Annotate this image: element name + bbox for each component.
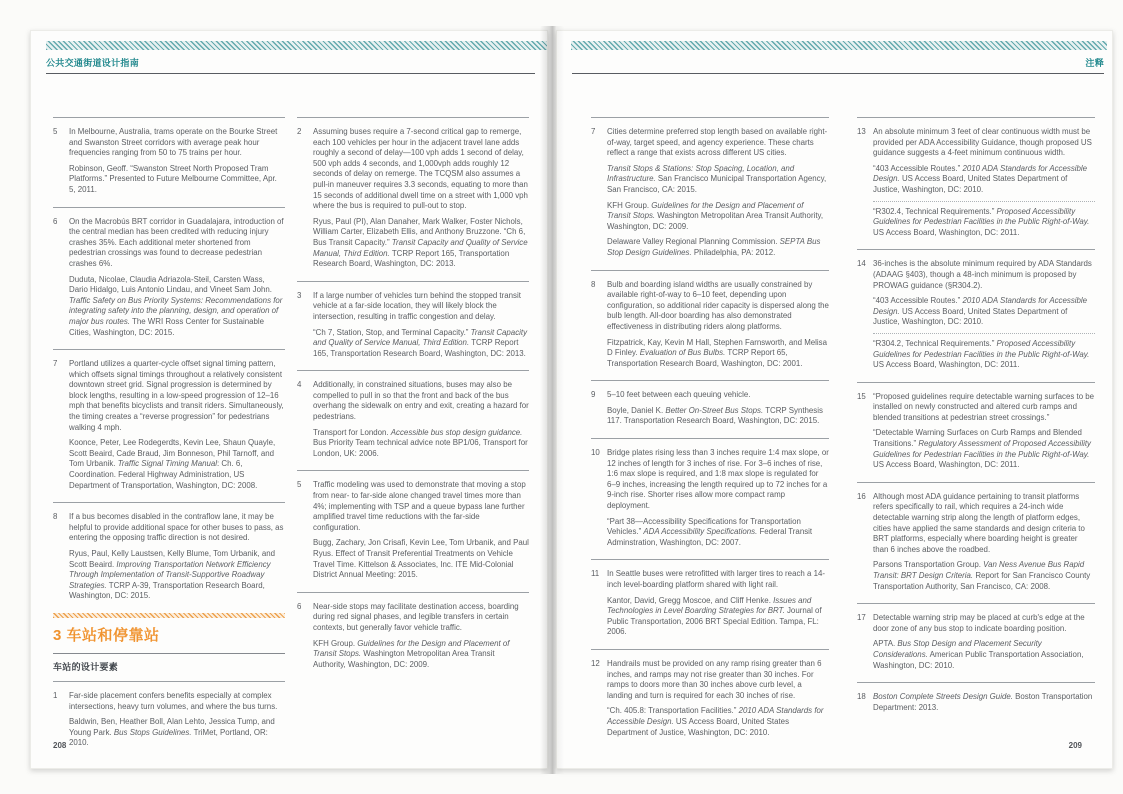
note-item xyxy=(857,127,1095,238)
citation-text: Duduta, Nicolae, Claudia Adriazola-Steil, Carsten Wass, Dario Hidalgo, Luis Antonio Lindau, and Vineet Sam John. Traffic Safety on Bus Priority Systems: Recommendations for integrating safety into the planning, design, and operation of major bus routes. The WRI Ross Center for Sustainable Cities, Washington, DC: 2015. xyxy=(69,274,283,337)
note-divider xyxy=(297,370,529,371)
note-text: Near-side stops may facilitate destination access, boarding during red signal phases, and legible transfers in certain contexts, but generally favor vehicle traffic. xyxy=(313,601,519,632)
note-number: 7 xyxy=(591,127,596,136)
note-item xyxy=(297,380,529,459)
note-text: Assuming buses require a 7-second critical gap to remerge, each 100 vehicles per hour in the adjacent travel lane adds roughly a second of delay—100 vph adds 1 second of delay, 500 vph adds 4 seconds, and 1,000vph adds roughly 12 seconds of delay on remerge. The TCQSM also assumes a pull-in maneuver requires 3.3 seconds, equating to more than 15 seconds of additional dwell time on a street with 1,000 vph where the bus is required to pull-out to stop. xyxy=(313,127,528,211)
note-item xyxy=(53,217,285,339)
note-text: Traffic modeling was used to demonstrate that moving a stop from near- to far-side alone changed travel times more than 4%; implementing with TSP and a queue bypass lane further amplified travel time reductions with the far-side configuration. xyxy=(313,480,526,532)
note-divider xyxy=(297,592,529,593)
note-text: On the Macrobús BRT corridor in Guadalajara, introduction of the central median has been credited with reducing injury crashes 35%. Each additional meter shortened from pedestrian crossings was found to decrease pedestrian crashes 6%. xyxy=(69,216,284,268)
citation-text: “Ch 7, Station, Stop, and Terminal Capacity.” Transit Capacity and Quality of Service Manual, Third Edition. TCRP Report 165, Transportation Research Board, Washington, DC: 2013. xyxy=(313,327,528,358)
citation-text: Boyle, Daniel K. Better On-Street Bus Stops. TCRP Synthesis 117. Transportation Research Board, Washington, DC: 2015. xyxy=(607,405,823,426)
left-page-header xyxy=(46,50,535,74)
note-divider xyxy=(297,281,529,282)
note-text: Boston Complete Streets Design Guide. Boston Transportation Department: 2013. xyxy=(873,692,1093,712)
note-text: Handrails must be provided on any ramp rising greater than 6 inches, and ramps may not rise greater than 30 inches. For ramps to doors more than 30 inches above curb level, a landing and turn is required for each 30 inches of rise. xyxy=(607,658,822,700)
right-page xyxy=(556,30,1113,769)
citation-text: “R302.4, Technical Requirements.” Proposed Accessibility Guidelines for Pedestrian Facilities in the Public Right-of-Way. US Access Board, Washington, DC: 2011. xyxy=(873,201,1095,239)
citation-text: Ryus, Paul (PI), Alan Danaher, Mark Walker, Foster Nichols, William Carter, Elizabeth Ellis, and Anthony Bruzzone. “Ch 6, Bus Transit Capacity.” Transit Capacity and Quality of Service Manual, Third Edition. TCRP Report 165, Transportation Research Board, Washington, DC: 2013. xyxy=(313,216,528,269)
note-body xyxy=(607,659,829,738)
citation-text: KFH Group. Guidelines for the Design and Placement of Transit Stops. Washington Metropolitan Area Transit Authority, Washington, DC: 2009. xyxy=(607,200,824,231)
note-body xyxy=(69,691,285,749)
citation-text: Transit Stops & Stations: Stop Spacing, Location, and Infrastructure. San Francisco Municipal Transportation Agency, San Francisco, CA: 2015. xyxy=(607,163,827,194)
citation-text: “Ch. 405.8: Transportation Facilities.” 2010 ADA Standards for Accessible Design. US Access Board, United States Department of Justice, Washington, DC: 2010. xyxy=(607,706,824,737)
citation-text: Robinson, Geoff. “Swanston Street North Proposed Tram Platforms.” Presented to Future Melbourne Committee, Apr. 5, 2011. xyxy=(69,163,277,194)
note-number: 14 xyxy=(857,259,866,269)
note-item xyxy=(53,127,285,196)
note-text: Although most ADA guidance pertaining to transit platforms refers specifically to rail, which requires a 24-inch wide detectable warning strip along the length of platform edges, cities have applied the same standards and design criteria to BRT platforms, especially where boarding height is greater than 6 inches above the roadbed. xyxy=(873,491,1085,554)
chapter-title: 注释 xyxy=(1085,58,1104,68)
note-item xyxy=(591,390,829,427)
citation-text: “Detectable Warning Surfaces on Curb Ramps and Blended Transitions.” Regulatory Assessment of Proposed Accessibility Guidelines for Pedestrian Facilities in the Public Right-of-Way. US Access Board, Washington, DC: 2011. xyxy=(873,428,1091,470)
note-number: 4 xyxy=(297,380,302,390)
note-text: Far-side placement confers benefits especially at complex intersections, heavy turn volumes, and where the bus turns. xyxy=(69,690,278,711)
page-number-right: 209 xyxy=(1068,741,1082,750)
note-divider xyxy=(53,681,285,682)
note-body xyxy=(69,127,285,196)
section-subheading: 车站的设计要素 xyxy=(53,661,119,672)
note-item xyxy=(591,127,829,259)
note-divider xyxy=(53,502,285,503)
note-body xyxy=(69,512,285,602)
note-number: 1 xyxy=(53,690,58,700)
note-number: 9 xyxy=(591,390,596,400)
citation-text: Delaware Valley Regional Planning Commission. SEPTA Bus Stop Design Guidelines. Philadelphia, PA: 2012. xyxy=(607,237,821,257)
note-body xyxy=(313,291,529,360)
note-text: Bulb and boarding island widths are usually constrained by available right-of-way to 6–10 feet, depending upon configuration, so additional rider capacity is dispersed along the bulb length. All-door boarding has also demonstrated effectiveness in distributing riders along platforms. xyxy=(607,279,829,331)
page-number-left: 208 xyxy=(53,741,67,750)
note-number: 11 xyxy=(591,569,600,579)
note-item xyxy=(53,691,285,749)
note-item xyxy=(591,659,829,738)
note-divider xyxy=(591,649,829,650)
note-body xyxy=(313,602,529,671)
note-text: Detectable warning strip may be placed at curb's edge at the door zone of any bus stop to indicate boarding position. xyxy=(873,613,1085,633)
note-divider xyxy=(591,117,829,118)
note-number: 16 xyxy=(857,491,866,501)
note-number: 8 xyxy=(53,512,58,522)
note-item xyxy=(857,259,1095,370)
note-divider xyxy=(53,349,285,350)
notes-column-1 xyxy=(53,117,285,760)
note-number: 10 xyxy=(591,448,600,458)
note-text: If a large number of vehicles turn behind the stopped transit vehicle at a far-side location, they will likely block the intersection, resulting in traffic congestion and delay. xyxy=(313,290,521,321)
note-body xyxy=(873,492,1095,592)
citation-text: “Part 38—Accessibility Specifications for Transportation Vehicles.” ADA Accessibility Specifications. Federal Transit Adminstration, Washington, DC: 2007. xyxy=(607,516,813,547)
note-body xyxy=(607,448,829,548)
note-item xyxy=(53,512,285,602)
note-divider xyxy=(857,382,1095,383)
citation-text: “R304.2, Technical Requirements.” Proposed Accessibility Guidelines for Pedestrian Facilities in the Public Right-of-Way. US Access Board, Washington, DC: 2011. xyxy=(873,333,1095,371)
note-number: 5 xyxy=(53,127,58,136)
note-number: 13 xyxy=(857,127,866,136)
note-number: 5 xyxy=(297,480,302,490)
citation-text: Baldwin, Ben, Heather Boll, Alan Lehto, Jessica Tump, and Young Park. Bus Stops Guidelines. TriMet, Portland, OR: 2010. xyxy=(69,717,275,748)
note-divider xyxy=(53,207,285,208)
note-body xyxy=(69,359,285,491)
note-body xyxy=(873,127,1095,238)
note-number: 7 xyxy=(53,359,58,369)
note-item xyxy=(857,613,1095,671)
note-body xyxy=(873,392,1095,471)
note-number: 17 xyxy=(857,613,866,623)
note-body xyxy=(607,127,829,259)
note-divider xyxy=(591,559,829,560)
right-page-header xyxy=(572,50,1104,74)
note-text: 5–10 feet between each queuing vehicle. xyxy=(607,390,751,400)
note-divider xyxy=(857,249,1095,250)
note-divider xyxy=(857,482,1095,483)
note-number: 2 xyxy=(297,127,302,136)
note-text: If a bus becomes disabled in the contraflow lane, it may be helpful to provide additional space for other buses to pass, as entering the opposing traffic direction is not desired. xyxy=(69,512,284,543)
note-number: 12 xyxy=(591,658,600,668)
section-heading: 3 车站和停靠站 xyxy=(53,626,160,644)
note-divider xyxy=(591,380,829,381)
note-body xyxy=(313,127,529,270)
note-body xyxy=(69,217,285,339)
note-number: 6 xyxy=(53,216,58,226)
note-divider xyxy=(857,117,1095,118)
note-text: An absolute minimum 3 feet of clear continuous width must be provided per ADA Accessibility Guidance, though proposed US guidance suggests a 4-feet minimum continuous width. xyxy=(873,127,1092,158)
note-item xyxy=(591,569,829,638)
note-text: “Proposed guidelines require detectable warning surfaces to be installed on newly constructed and altered curb ramps and blended transitions at pedestrian street crossings.” xyxy=(873,391,1095,422)
note-item xyxy=(591,280,829,370)
note-body xyxy=(873,613,1095,671)
note-number: 3 xyxy=(297,290,302,300)
citation-text: KFH Group. Guidelines for the Design and Placement of Transit Stops. Washington Metropolitan Area Transit Authority, Washington, DC: 2009. xyxy=(313,638,510,669)
citation-text: Bugg, Zachary, Jon Crisafi, Kevin Lee, Tom Urbanik, and Paul Ryus. Effect of Transit Preferential Treatments on Vehicle Travel Time. Kittelson & Associates, Inc. ITE Mid-Colonial District Annual Meeting: 2015. xyxy=(313,538,529,580)
notes-column-2 xyxy=(297,117,529,760)
citation-text: Koonce, Peter, Lee Rodegerdts, Kevin Lee, Shaun Quayle, Scott Beaird, Cade Braud, Jim Bonneson, Phil Tarnoff, and Tom Urbanik. Traffic Signal Timing Manual: Ch. 6, Coordination. Federal Highway Administration, US Department of Transportation, Washington, DC: 2008. xyxy=(69,438,276,490)
citation-text: Kantor, David, Gregg Moscoe, and Cliff Henke. Issues and Technologies in Level Boarding Strategies for BRT. Journal of Public Transportation, 2006 BRT Special Edition. Tampa, FL: 2006. xyxy=(607,595,822,637)
note-text: Cities determine preferred stop length based on available right-of-way, target speed, and agency experience. These charts reflect a range that exists across different US cities. xyxy=(607,127,828,158)
note-divider xyxy=(297,117,529,118)
book-title: 公共交通街道设计指南 xyxy=(46,58,140,68)
citation-text: Ryus, Paul, Kelly Laustsen, Kelly Blume, Tom Urbanik, and Scott Beaird. Improving Transportation Network Efficiency Through Implementation of Transit-Supportive Roadway Strategies. TCRP A-39, Transportation Research Board, Washington, DC: 2015. xyxy=(69,549,275,601)
note-item xyxy=(297,602,529,671)
citation-text: Fitzpatrick, Kay, Kevin M Hall, Stephen Farnsworth, and Melisa D Finley. Evaluation of Bus Bulbs. TCRP Report 65, Transportation Research Board, Washington, DC: 2001. xyxy=(607,337,828,368)
note-item xyxy=(857,492,1095,592)
note-body xyxy=(607,390,829,427)
note-divider xyxy=(857,682,1095,683)
note-body xyxy=(607,280,829,370)
notes-column-2 xyxy=(857,117,1095,749)
citation-text: “403 Accessible Routes.” 2010 ADA Standards for Accessible Design. US Access Board, United States Department of Justice, Washington, DC: 2010. xyxy=(873,163,1088,194)
note-item xyxy=(53,359,285,491)
note-text: 36-inches is the absolute minimum required by ADA Standards (ADAAG §403), though a 48-inch minimum is proposed by PROWAG guidance (§R304.2). xyxy=(873,259,1092,290)
left-page xyxy=(30,30,548,769)
note-body xyxy=(873,692,1095,713)
notes-columns xyxy=(53,117,547,760)
header-hatch-band xyxy=(571,41,1107,50)
section-hatch-band xyxy=(53,613,285,618)
note-item xyxy=(857,392,1095,471)
note-divider xyxy=(53,117,285,118)
note-body xyxy=(313,480,529,580)
note-divider xyxy=(591,438,829,439)
header-hatch-band xyxy=(46,41,547,50)
note-divider xyxy=(857,603,1095,604)
citation-text: Parsons Transportation Group. Van Ness Avenue Bus Rapid Transit: BRT Design Criteria. Report for San Francisco County Transportation Authority, San Francisco, CA: 2008. xyxy=(873,560,1091,591)
note-text: In Melbourne, Australia, trams operate on the Bourke Street and Swanston Street corridors with average peak hour frequencies ranging from 50 to 75 trains per hour. xyxy=(69,127,278,158)
note-body xyxy=(873,259,1095,370)
note-divider xyxy=(297,470,529,471)
note-text: Bridge plates rising less than 3 inches require 1:4 max slope, or 12 inches of length for 3 inches of rise. For 3–6 inches of rise, 1:6 max slope is required, and 1:8 max slope is regulated for 6–9 inches, increasing the length required up to 72 inches for a 9-inch rise. Shorter rises allow more compact ramp deployment. xyxy=(607,448,829,511)
note-item xyxy=(857,692,1095,713)
note-number: 18 xyxy=(857,692,866,702)
note-text: Additionally, in constrained situations, buses may also be compelled to pull in so that the front and back of the bus overhang the sidewalk on entry and exit, creating a hazard for pedestrians. xyxy=(313,380,529,422)
citation-text: APTA. Bus Stop Design and Placement Security Considerations. American Public Transportation Association, Washington, DC: 2010. xyxy=(873,639,1084,670)
citation-text: Transport for London. Accessible bus stop design guidance. Bus Priority Team technical advice note BP1/06, Transport for London, UK: 2006. xyxy=(313,427,528,458)
note-text: In Seattle buses were retrofitted with larger tires to reach a 14-inch level-boarding platform shared with light rail. xyxy=(607,569,825,589)
citation-text: “403 Accessible Routes.” 2010 ADA Standards for Accessible Design. US Access Board, United States Department of Justice, Washington, DC: 2010. xyxy=(873,296,1088,327)
notes-columns xyxy=(591,117,1112,749)
note-divider xyxy=(591,270,829,271)
note-number: 6 xyxy=(297,601,302,611)
note-number: 8 xyxy=(591,279,596,289)
note-item xyxy=(297,291,529,360)
notes-column-1 xyxy=(591,117,829,749)
note-item xyxy=(297,480,529,580)
note-text: Portland utilizes a quarter-cycle offset signal timing pattern, which offsets signal timings throughout a relatively consistent downtown street grid. Signal progression is determined by block lengths, resulting in a low-speed progression of 12–16 mph that benefits bicyclists and transit riders. Simultaneously, the timing creates a “reverse progression” for pedestrians walking 4 mph. xyxy=(69,359,284,432)
note-body xyxy=(607,569,829,638)
note-number: 15 xyxy=(857,391,866,401)
note-body xyxy=(313,380,529,459)
note-item xyxy=(297,127,529,270)
note-item xyxy=(591,448,829,548)
